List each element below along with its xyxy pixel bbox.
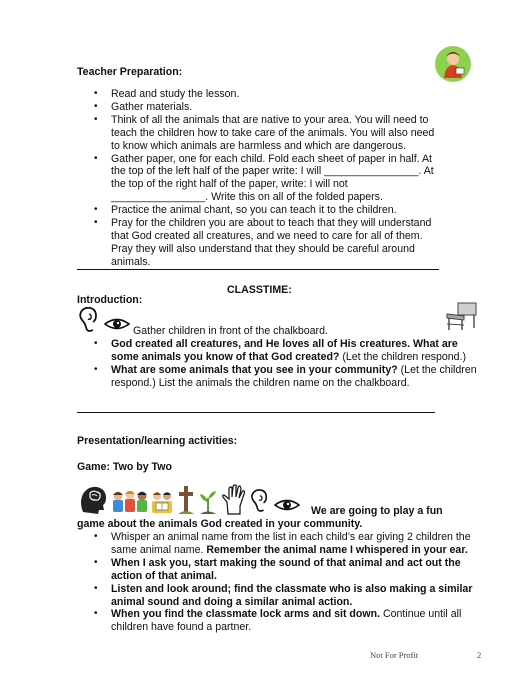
list-item: • Pray for the children you are about to teach that they will understand that God created all creatures, and we need to care for all of them. Pray they will also understand that they should be careful around animals. xyxy=(94,217,446,269)
list-item: • Think of all the animals that are native to your area. You will need to teach the children how to take care of the animals. You will also need to know which animals are harmless and which are dangerous. xyxy=(94,114,446,153)
teacher-icon xyxy=(433,44,473,84)
list-item: • God created all creatures, and He loves all of His creatures. What are some animals you know of that God created? (Let the children respond.) xyxy=(94,338,479,364)
game-instructions-list xyxy=(94,531,479,634)
list-item: • Gather materials. xyxy=(94,101,446,114)
teacher-prep-list xyxy=(94,88,446,269)
gather-text: Gather children in front of the chalkboard. xyxy=(133,325,328,337)
list-item: • Whisper an animal name from the list in each child’s ear giving 2 children the same animal name. Remember the animal name I whispered in your ear. xyxy=(94,531,479,557)
classtime-heading: CLASSTIME: xyxy=(227,284,292,296)
footer-label: Not For Profit xyxy=(370,650,419,660)
list-item: • What are some animals that you see in your community? (Let the children respond.) List the animals the children name on the chalkboard. xyxy=(94,364,479,390)
eye-icon xyxy=(103,317,131,331)
section-divider xyxy=(77,269,439,270)
list-item: • When I ask you, start making the sound of that animal and act out the action of that animal. xyxy=(94,557,479,583)
list-item: • Listen and look around; find the classmate who is also making a similar animal sound and doing a similar animal action. xyxy=(94,583,479,609)
section-divider xyxy=(77,412,435,413)
teacher-prep-heading: Teacher Preparation: xyxy=(77,66,183,78)
game-heading: Game: Two by Two xyxy=(77,461,172,473)
introduction-heading: Introduction: xyxy=(77,294,143,306)
game-intro-text: We are going to play a fun game about the animals God created in your community. xyxy=(77,505,443,530)
list-item: • Gather paper, one for each child. Fold each sheet of paper in half. At the top of the left half of the paper write: I will ________________. At the top of the right half of the paper, write: I will not ________________. Write this on all of the folded papers. xyxy=(94,153,446,205)
desk-icon xyxy=(444,300,478,332)
ear-icon xyxy=(77,306,99,334)
list-item: • Read and study the lesson. xyxy=(94,88,446,101)
presentation-heading: Presentation/learning activities: xyxy=(77,435,238,447)
list-item: • When you find the classmate lock arms and sit down. Continue until all children have found a partner. xyxy=(94,608,479,634)
page-number: 2 xyxy=(477,650,482,660)
introduction-list xyxy=(94,338,479,390)
list-item: • Practice the animal chant, so you can teach it to the children. xyxy=(94,204,446,217)
